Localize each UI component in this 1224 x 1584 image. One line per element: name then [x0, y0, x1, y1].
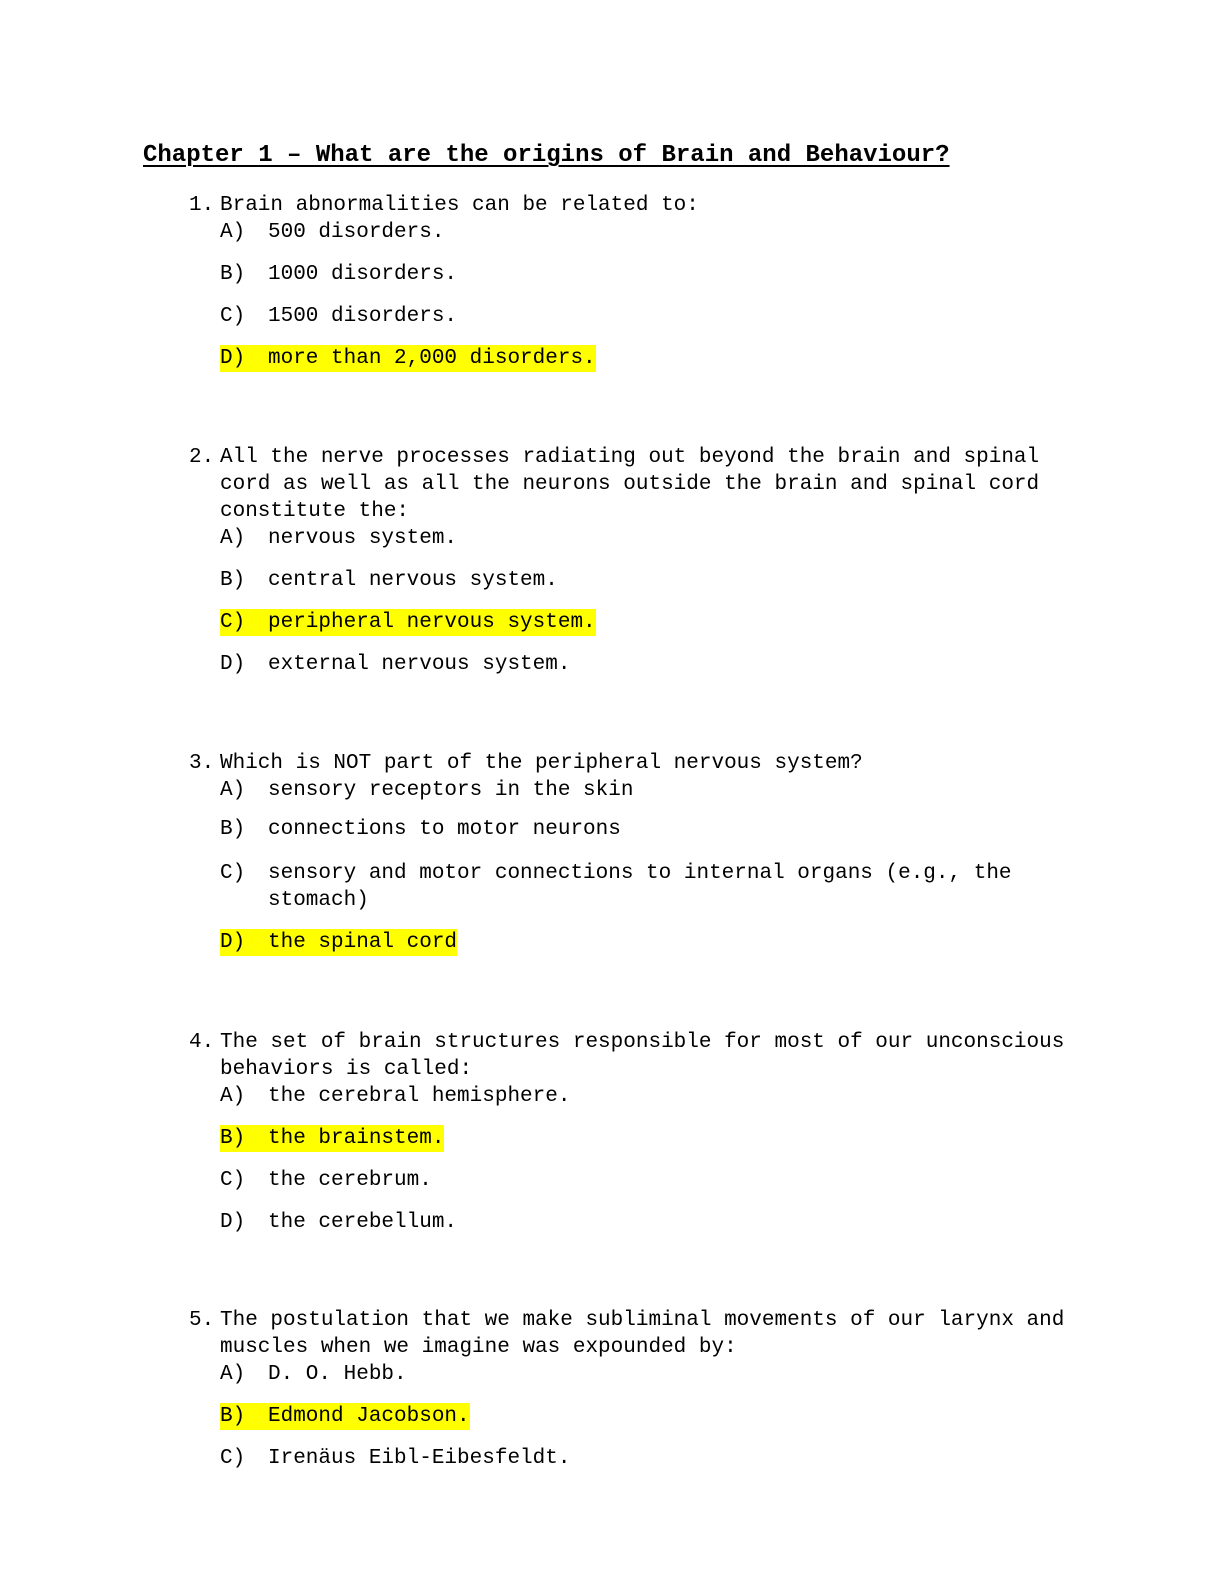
option-text: connections to motor neurons	[268, 818, 621, 841]
option-a	[220, 525, 1069, 552]
option-letter: C)	[220, 611, 246, 634]
option-text: nervous system.	[268, 527, 458, 550]
option-a	[220, 1083, 1069, 1110]
option-letter: B)	[220, 1405, 246, 1428]
question-text: The set of brain structures responsible for most of our unconscious behaviors is called:	[220, 1031, 1077, 1081]
question-stem	[189, 192, 1069, 219]
option-letter: B)	[220, 569, 246, 592]
option-letter: D)	[220, 347, 246, 370]
option-b-correct-answer	[220, 1403, 1069, 1430]
question-number: 3.	[189, 752, 215, 775]
question-number: 2.	[189, 446, 215, 469]
question-number: 4.	[189, 1031, 215, 1054]
question-stem	[189, 750, 1069, 777]
question-stem	[189, 1307, 1077, 1361]
option-letter: A)	[220, 1085, 246, 1108]
option-b-correct-answer	[220, 1125, 1069, 1152]
option-c	[220, 1167, 1069, 1194]
question-1	[189, 192, 1069, 372]
question-text: Which is NOT part of the peripheral nervous system?	[220, 752, 863, 775]
option-letter: D)	[220, 653, 246, 676]
question-number: 5.	[189, 1309, 215, 1332]
option-letter: A)	[220, 779, 246, 802]
option-list	[220, 1083, 1069, 1236]
option-c	[220, 860, 1069, 914]
question-stem	[189, 1029, 1077, 1083]
option-letter: D)	[220, 1211, 246, 1234]
option-c	[220, 1445, 1069, 1472]
option-d-correct-answer	[220, 345, 1069, 372]
option-list	[220, 219, 1069, 372]
option-c-correct-answer	[220, 609, 1069, 636]
question-2	[189, 444, 1069, 678]
option-text: sensory receptors in the skin	[268, 779, 634, 802]
option-letter: A)	[220, 1363, 246, 1386]
option-text: the spinal cord	[268, 931, 458, 954]
option-text: Edmond Jacobson.	[268, 1405, 470, 1428]
option-letter: B)	[220, 1127, 246, 1150]
option-list	[220, 1361, 1069, 1472]
option-text: peripheral nervous system.	[268, 611, 596, 634]
option-c	[220, 303, 1069, 330]
option-text: 1500 disorders.	[268, 305, 458, 328]
option-list	[220, 777, 1069, 956]
question-text: Brain abnormalities can be related to:	[220, 194, 699, 217]
question-number: 1.	[189, 194, 215, 217]
option-a	[220, 777, 1069, 804]
option-letter: B)	[220, 818, 246, 841]
question-5	[189, 1307, 1077, 1472]
option-b	[220, 816, 1069, 843]
question-stem	[189, 444, 1069, 525]
question-text: The postulation that we make subliminal movements of our larynx and muscles when we imagine was expounded by:	[220, 1309, 1077, 1359]
option-letter: C)	[220, 1169, 246, 1192]
option-text: the cerebral hemisphere.	[268, 1085, 571, 1108]
page-title: Chapter 1 – What are the origins of Brain and Behaviour?	[143, 142, 950, 169]
option-text: 1000 disorders.	[268, 263, 458, 286]
option-letter: B)	[220, 263, 246, 286]
option-text: external nervous system.	[268, 653, 571, 676]
option-text: Irenäus Eibl-Eibesfeldt.	[268, 1447, 571, 1470]
option-text: the cerebellum.	[268, 1211, 458, 1234]
option-text: the cerebrum.	[268, 1169, 432, 1192]
option-text: sensory and motor connections to internal organs (e.g., the stomach)	[268, 862, 1025, 912]
option-letter: C)	[220, 1447, 246, 1470]
option-text: more than 2,000 disorders.	[268, 347, 596, 370]
option-text: central nervous system.	[268, 569, 558, 592]
question-text: All the nerve processes radiating out beyond the brain and spinal cord as well as all the neurons outside the brain and spinal cord constitute the:	[220, 446, 1052, 523]
option-letter: A)	[220, 221, 246, 244]
option-list	[220, 525, 1069, 678]
option-text: 500 disorders.	[268, 221, 445, 244]
option-a	[220, 1361, 1069, 1388]
option-a	[220, 219, 1069, 246]
option-d	[220, 1209, 1069, 1236]
option-letter: C)	[220, 305, 246, 328]
option-letter: C)	[220, 862, 246, 885]
question-4	[189, 1029, 1077, 1236]
question-3	[189, 750, 1069, 956]
option-b	[220, 567, 1069, 594]
option-b	[220, 261, 1069, 288]
option-d	[220, 651, 1069, 678]
option-letter: A)	[220, 527, 246, 550]
option-text: the brainstem.	[268, 1127, 445, 1150]
option-letter: D)	[220, 931, 246, 954]
option-d-correct-answer	[220, 929, 1069, 956]
option-text: D. O. Hebb.	[268, 1363, 407, 1386]
